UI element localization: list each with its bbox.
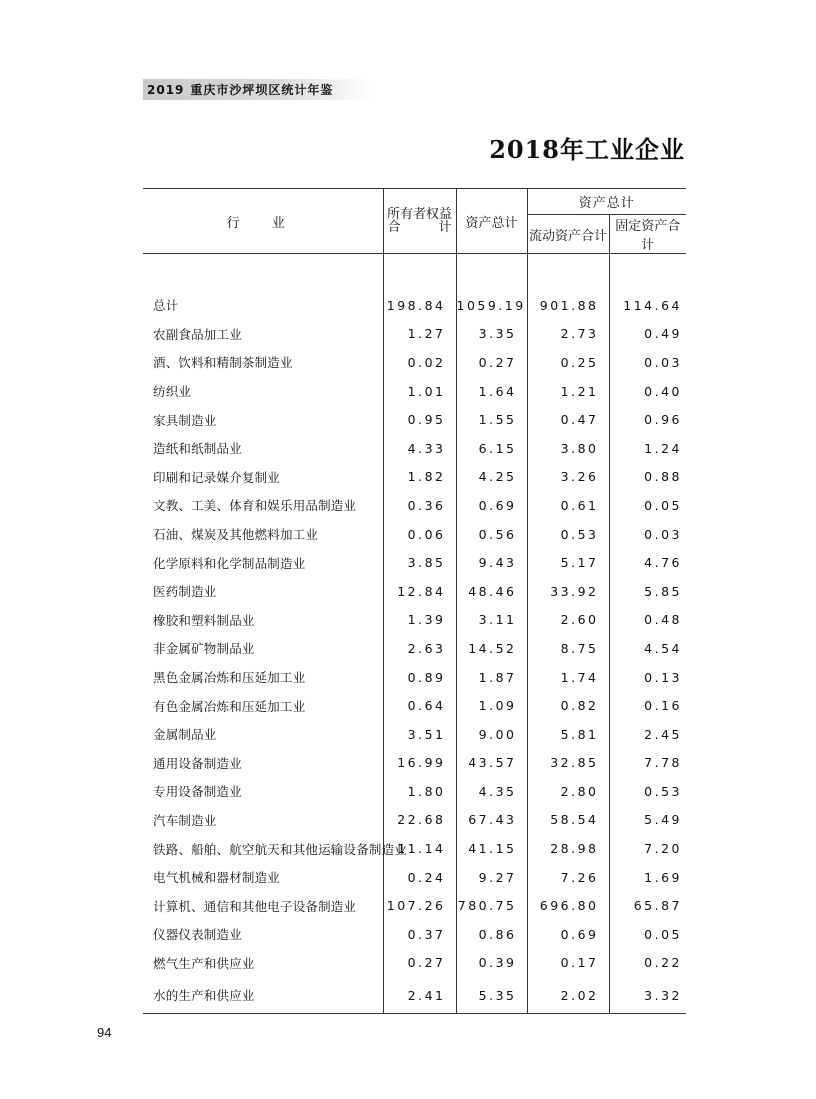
total-assets-cell: 0.39 xyxy=(456,949,527,978)
equity-cell: 0.36 xyxy=(383,491,456,520)
industry-name-cell: 印刷和记录媒介复制业 xyxy=(153,469,281,485)
current-assets-cell: 1.74 xyxy=(527,663,609,692)
table-row xyxy=(143,634,686,663)
industry-name-cell: 有色金属冶炼和压延加工业 xyxy=(153,698,306,714)
current-assets-cell: 33.92 xyxy=(527,577,609,606)
industry-name-cell: 燃气生产和供应业 xyxy=(153,955,255,971)
spacer-cell xyxy=(383,254,456,292)
total-assets-cell: 4.35 xyxy=(456,777,527,806)
total-assets-cell: 0.27 xyxy=(456,348,527,377)
fixed-assets-cell: 0.49 xyxy=(609,320,686,349)
spacer-cell xyxy=(609,254,686,292)
total-assets-cell: 9.00 xyxy=(456,720,527,749)
current-assets-cell: 0.69 xyxy=(527,920,609,949)
total-assets-cell: 67.43 xyxy=(456,806,527,835)
total-assets-cell: 3.35 xyxy=(456,320,527,349)
fixed-assets-cell: 0.40 xyxy=(609,377,686,406)
industry-name-cell: 汽车制造业 xyxy=(153,812,217,828)
fixed-assets-cell: 5.49 xyxy=(609,806,686,835)
equity-cell: 3.85 xyxy=(383,548,456,577)
industry-name-cell: 金属制品业 xyxy=(153,727,217,743)
equity-cell: 11.14 xyxy=(383,834,456,863)
table-row xyxy=(143,463,686,492)
equity-cell: 0.24 xyxy=(383,863,456,892)
page-number: 94 xyxy=(97,1025,112,1040)
total-assets-cell: 48.46 xyxy=(456,577,527,606)
current-assets-cell: 0.47 xyxy=(527,405,609,434)
current-assets-cell: 0.61 xyxy=(527,491,609,520)
fixed-assets-cell: 0.05 xyxy=(609,491,686,520)
table-body xyxy=(143,254,686,1014)
fixed-assets-cell: 4.76 xyxy=(609,548,686,577)
spacer-row xyxy=(143,254,686,292)
equity-cell: 1.82 xyxy=(383,463,456,492)
total-assets-cell: 43.57 xyxy=(456,749,527,778)
industry-name-cell: 文教、工美、体育和娱乐用品制造业 xyxy=(153,498,357,514)
equity-cell: 4.33 xyxy=(383,434,456,463)
industry-name-cell: 通用设备制造业 xyxy=(153,755,242,771)
equity-cell: 2.41 xyxy=(383,977,456,1014)
fixed-assets-cell: 0.13 xyxy=(609,663,686,692)
equity-cell: 0.02 xyxy=(383,348,456,377)
table-row xyxy=(143,834,686,863)
industry-name-cell: 家具制造业 xyxy=(153,412,217,428)
fixed-assets-cell: 0.05 xyxy=(609,920,686,949)
spacer-cell xyxy=(527,254,609,292)
equity-cell: 22.68 xyxy=(383,806,456,835)
industry-name-cell: 酒、饮料和精制茶制造业 xyxy=(153,355,293,371)
total-assets-cell: 9.43 xyxy=(456,548,527,577)
equity-cell: 1.27 xyxy=(383,320,456,349)
fixed-assets-cell: 0.96 xyxy=(609,405,686,434)
header-year: 2019 xyxy=(147,83,185,97)
fixed-assets-cell: 1.24 xyxy=(609,434,686,463)
equity-cell: 0.06 xyxy=(383,520,456,549)
fixed-assets-cell: 3.32 xyxy=(609,977,686,1014)
equity-cell: 198.84 xyxy=(383,291,456,320)
industry-name-cell: 计算机、通信和其他电子设备制造业 xyxy=(153,898,357,914)
total-assets-cell: 1.64 xyxy=(456,377,527,406)
total-assets-cell: 4.25 xyxy=(456,463,527,492)
table-row xyxy=(143,863,686,892)
current-assets-cell: 1.21 xyxy=(527,377,609,406)
industry-name-cell: 石油、煤炭及其他燃料加工业 xyxy=(153,527,319,543)
total-assets-cell: 1.09 xyxy=(456,691,527,720)
industry-name-cell: 非金属矿物制品业 xyxy=(153,641,255,657)
industry-name-cell: 仪器仪表制造业 xyxy=(153,927,242,943)
table-row xyxy=(143,291,686,320)
industry-name-cell: 铁路、船舶、航空航天和其他运输设备制造业 xyxy=(153,841,408,857)
current-assets-cell: 5.81 xyxy=(527,720,609,749)
fixed-assets-cell: 1.69 xyxy=(609,863,686,892)
current-assets-cell: 32.85 xyxy=(527,749,609,778)
table-row xyxy=(143,749,686,778)
fixed-assets-cell: 0.48 xyxy=(609,606,686,635)
current-assets-cell: 901.88 xyxy=(527,291,609,320)
industry-name-cell: 化学原料和化学制品制造业 xyxy=(153,555,306,571)
total-assets-cell: 5.35 xyxy=(456,977,527,1014)
table-row xyxy=(143,777,686,806)
table-row xyxy=(143,920,686,949)
table-row xyxy=(143,405,686,434)
total-assets-cell: 0.56 xyxy=(456,520,527,549)
spacer-cell xyxy=(456,254,527,292)
current-assets-cell: 2.73 xyxy=(527,320,609,349)
equity-cell: 1.01 xyxy=(383,377,456,406)
fixed-assets-cell: 0.88 xyxy=(609,463,686,492)
current-assets-cell: 2.02 xyxy=(527,977,609,1014)
table-row xyxy=(143,949,686,978)
fixed-assets-cell: 0.03 xyxy=(609,348,686,377)
table-row xyxy=(143,320,686,349)
fixed-assets-cell: 2.45 xyxy=(609,720,686,749)
industry-name-cell: 农副食品加工业 xyxy=(153,326,242,342)
industry-name-cell: 总计 xyxy=(153,298,179,314)
current-assets-cell: 696.80 xyxy=(527,891,609,920)
current-assets-cell: 0.82 xyxy=(527,691,609,720)
page-title: 2018年工业企业 xyxy=(489,135,685,164)
equity-line2a: 合 xyxy=(387,220,401,235)
table-row xyxy=(143,348,686,377)
current-assets-cell: 0.25 xyxy=(527,348,609,377)
industry-name-cell: 电气机械和器材制造业 xyxy=(153,870,281,886)
table-row xyxy=(143,434,686,463)
equity-cell: 0.64 xyxy=(383,691,456,720)
fixed-assets-cell: 65.87 xyxy=(609,891,686,920)
table-row xyxy=(143,520,686,549)
current-assets-cell: 2.80 xyxy=(527,777,609,806)
equity-cell: 3.51 xyxy=(383,720,456,749)
equity-line2 xyxy=(384,221,456,234)
total-assets-cell: 0.86 xyxy=(456,920,527,949)
total-assets-cell: 9.27 xyxy=(456,863,527,892)
fixed-assets-cell: 0.03 xyxy=(609,520,686,549)
industry-name-cell: 纺织业 xyxy=(153,384,192,400)
total-assets-cell: 1.55 xyxy=(456,405,527,434)
table-row xyxy=(143,577,686,606)
current-assets-cell: 0.17 xyxy=(527,949,609,978)
current-assets-cell: 2.60 xyxy=(527,606,609,635)
current-assets-cell: 3.80 xyxy=(527,434,609,463)
current-assets-cell: 8.75 xyxy=(527,634,609,663)
total-assets-cell: 0.69 xyxy=(456,491,527,520)
equity-cell: 0.89 xyxy=(383,663,456,692)
total-assets-cell: 6.15 xyxy=(456,434,527,463)
fixed-assets-cell: 5.85 xyxy=(609,577,686,606)
table-row xyxy=(143,548,686,577)
equity-line1: 所有者权益 xyxy=(386,207,452,222)
total-assets-cell: 1.87 xyxy=(456,663,527,692)
industry-name-cell: 黑色金属冶炼和压延加工业 xyxy=(153,670,306,686)
total-assets-cell: 1059.19 xyxy=(456,291,527,320)
current-assets-cell: 7.26 xyxy=(527,863,609,892)
table-row xyxy=(143,891,686,920)
equity-cell: 1.80 xyxy=(383,777,456,806)
col-header-assets-group: 资产总计 xyxy=(527,189,686,215)
col-header-current-assets: 流动资产合计 xyxy=(527,215,609,254)
table-row xyxy=(143,377,686,406)
equity-cell: 0.27 xyxy=(383,949,456,978)
fixed-assets-cell: 0.53 xyxy=(609,777,686,806)
table-row xyxy=(143,663,686,692)
equity-cell: 107.26 xyxy=(383,891,456,920)
spacer-cell xyxy=(143,254,383,292)
current-assets-cell: 3.26 xyxy=(527,463,609,492)
header-book-title: 重庆市沙坪坝区统计年鉴 xyxy=(190,83,334,97)
total-assets-cell: 780.75 xyxy=(456,891,527,920)
table-row xyxy=(143,806,686,835)
table-row xyxy=(143,691,686,720)
fixed-assets-cell: 0.16 xyxy=(609,691,686,720)
fixed-assets-cell: 114.64 xyxy=(609,291,686,320)
table-row xyxy=(143,720,686,749)
industry-table xyxy=(143,188,686,1014)
industry-name-cell: 水的生产和供应业 xyxy=(153,988,255,1004)
equity-cell: 12.84 xyxy=(383,577,456,606)
equity-cell: 16.99 xyxy=(383,749,456,778)
industry-name-cell: 医药制造业 xyxy=(153,584,217,600)
total-assets-cell: 3.11 xyxy=(456,606,527,635)
col-header-total-assets: 资产总计 xyxy=(456,189,527,254)
equity-cell: 1.39 xyxy=(383,606,456,635)
industry-name-cell: 专用设备制造业 xyxy=(153,784,242,800)
fixed-assets-cell: 7.78 xyxy=(609,749,686,778)
equity-cell: 0.95 xyxy=(383,405,456,434)
industry-name-cell: 造纸和纸制品业 xyxy=(153,441,242,457)
table-row xyxy=(143,491,686,520)
equity-cell: 0.37 xyxy=(383,920,456,949)
current-assets-cell: 58.54 xyxy=(527,806,609,835)
fixed-assets-cell: 0.22 xyxy=(609,949,686,978)
fixed-assets-cell: 4.54 xyxy=(609,634,686,663)
table-row xyxy=(143,606,686,635)
running-header xyxy=(147,81,333,98)
col-header-fixed-assets: 固定资产合计 xyxy=(609,215,686,254)
total-assets-cell: 14.52 xyxy=(456,634,527,663)
fixed-assets-cell: 7.20 xyxy=(609,834,686,863)
col-header-industry: 行 业 xyxy=(226,215,299,231)
equity-line2b: 计 xyxy=(438,220,452,235)
equity-cell: 2.63 xyxy=(383,634,456,663)
total-assets-cell: 41.15 xyxy=(456,834,527,863)
table-row xyxy=(143,977,686,1014)
header-row-1 xyxy=(143,189,686,215)
current-assets-cell: 0.53 xyxy=(527,520,609,549)
col-header-equity xyxy=(383,189,456,254)
industry-name-cell: 橡胶和塑料制品业 xyxy=(153,612,255,628)
current-assets-cell: 5.17 xyxy=(527,548,609,577)
current-assets-cell: 28.98 xyxy=(527,834,609,863)
